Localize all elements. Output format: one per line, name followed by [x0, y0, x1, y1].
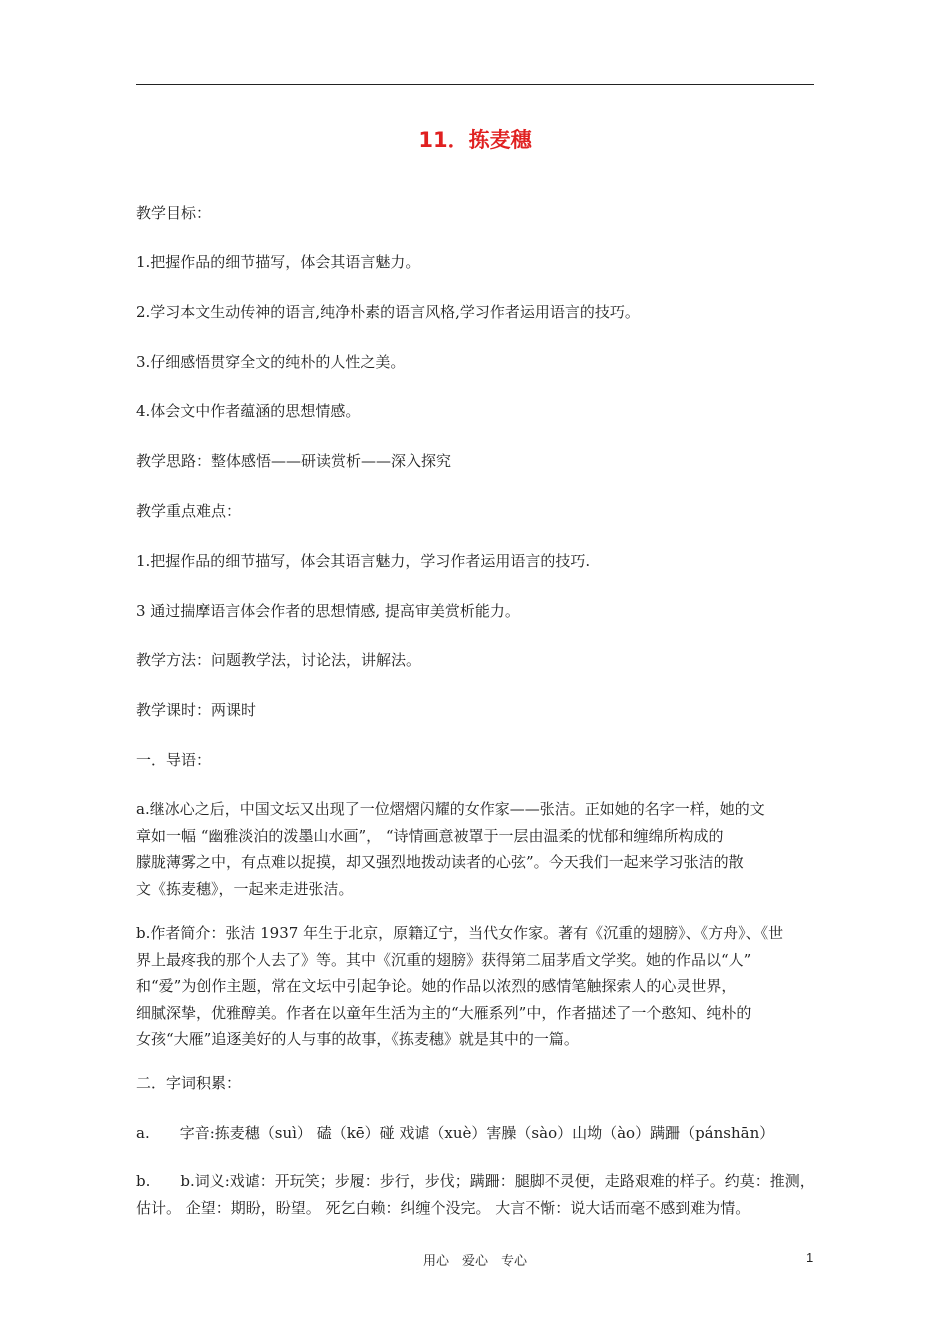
section-heading-vocab: 二．字词积累：	[136, 1074, 242, 1092]
paragraph-line: 女孩“大雁”追逐美好的人与事的故事，《拣麦穗》就是其中的一篇。	[136, 1030, 579, 1048]
objective-item: 1.把握作品的细节描写，体会其语言魅力。	[136, 253, 421, 271]
vocab-pronunciation: a. 字音:拣麦穗（suì） 磕（kē）碰 戏谑（xuè）害臊（sào）山坳（ào）蹒跚（pánshān）	[136, 1124, 775, 1142]
keypoints-heading: 教学重点难点：	[136, 502, 242, 520]
paragraph-line: 文《拣麦穗》，一起来走进张洁。	[136, 879, 354, 898]
paragraph-line: 估计。 企望：期盼，盼望。 死乞白赖：纠缠个没完。 大言不惭：说大话而毫不感到难为情。	[136, 1198, 751, 1217]
objective-item: 2.学习本文生动传神的语言,纯净朴素的语言风格,学习作者运用语言的技巧。	[136, 303, 640, 321]
paragraph-line: 朦胧薄雾之中，有点难以捉摸，却又强烈地拨动读者的心弦”。今天我们一起来学习张洁的散	[136, 853, 744, 871]
keypoint-item: 3 通过揣摩语言体会作者的思想情感, 提高审美赏析能力。	[136, 602, 520, 620]
document-title: 11．拣麦穗	[418, 128, 532, 152]
objective-item: 4.体会文中作者蕴涵的思想情感。	[136, 402, 361, 420]
author-bio-paragraph	[136, 920, 814, 1053]
paragraph-line: 界上最疼我的那个人去了》等。其中《沉重的翅膀》获得第二届茅盾文学奖。她的作品以“人”	[136, 950, 752, 969]
paragraph-line: b.作者简介：张洁 1937 年生于北京，原籍辽宁，当代女作家。著有《沉重的翅膀》、《方舟》、《世	[136, 924, 784, 942]
page-number: 1	[806, 1250, 814, 1265]
paragraph-line: a.继冰心之后，中国文坛又出现了一位熠熠闪耀的女作家——张洁。正如她的名字一样，她的文	[136, 800, 765, 818]
paragraph-line: 和“爱”为创作主题，常在文坛中引起争论。她的作品以浓烈的感情笔触探索人的心灵世界，	[136, 977, 737, 995]
paragraph-line: 章如一幅 “幽雅淡泊的泼墨山水画”， “诗情画意被罩于一层由温柔的忧郁和缠绵所构成的	[136, 826, 724, 845]
paragraph-line: 细腻深挚，优雅醇美。作者在以童年生活为主的“大雁系列”中，作者描述了一个憨知、纯朴的	[136, 1003, 752, 1022]
objective-item: 3.仔细感悟贯穿全文的纯朴的人性之美。	[136, 353, 406, 371]
teaching-hours: 教学课时：两课时	[136, 701, 257, 719]
page-footer: 用心 爱心 专心	[422, 1254, 527, 1269]
objectives-heading: 教学目标：	[136, 204, 212, 222]
header-rule	[136, 84, 814, 85]
intro-paragraph	[136, 796, 814, 902]
section-heading-intro: 一．导语：	[136, 751, 212, 769]
vocab-meaning	[136, 1168, 814, 1221]
teaching-methods: 教学方法：问题教学法，讨论法，讲解法。	[136, 651, 422, 669]
keypoint-item: 1.把握作品的细节描写，体会其语言魅力，学习作者运用语言的技巧.	[136, 552, 591, 570]
teaching-approach: 教学思路：整体感悟——研读赏析——深入探究	[136, 452, 452, 470]
paragraph-line: b. b.词义:戏谑：开玩笑；步履：步行，步伐；蹒跚：腿脚不灵便，走路艰难的样子。约莫：推测，	[136, 1172, 815, 1190]
